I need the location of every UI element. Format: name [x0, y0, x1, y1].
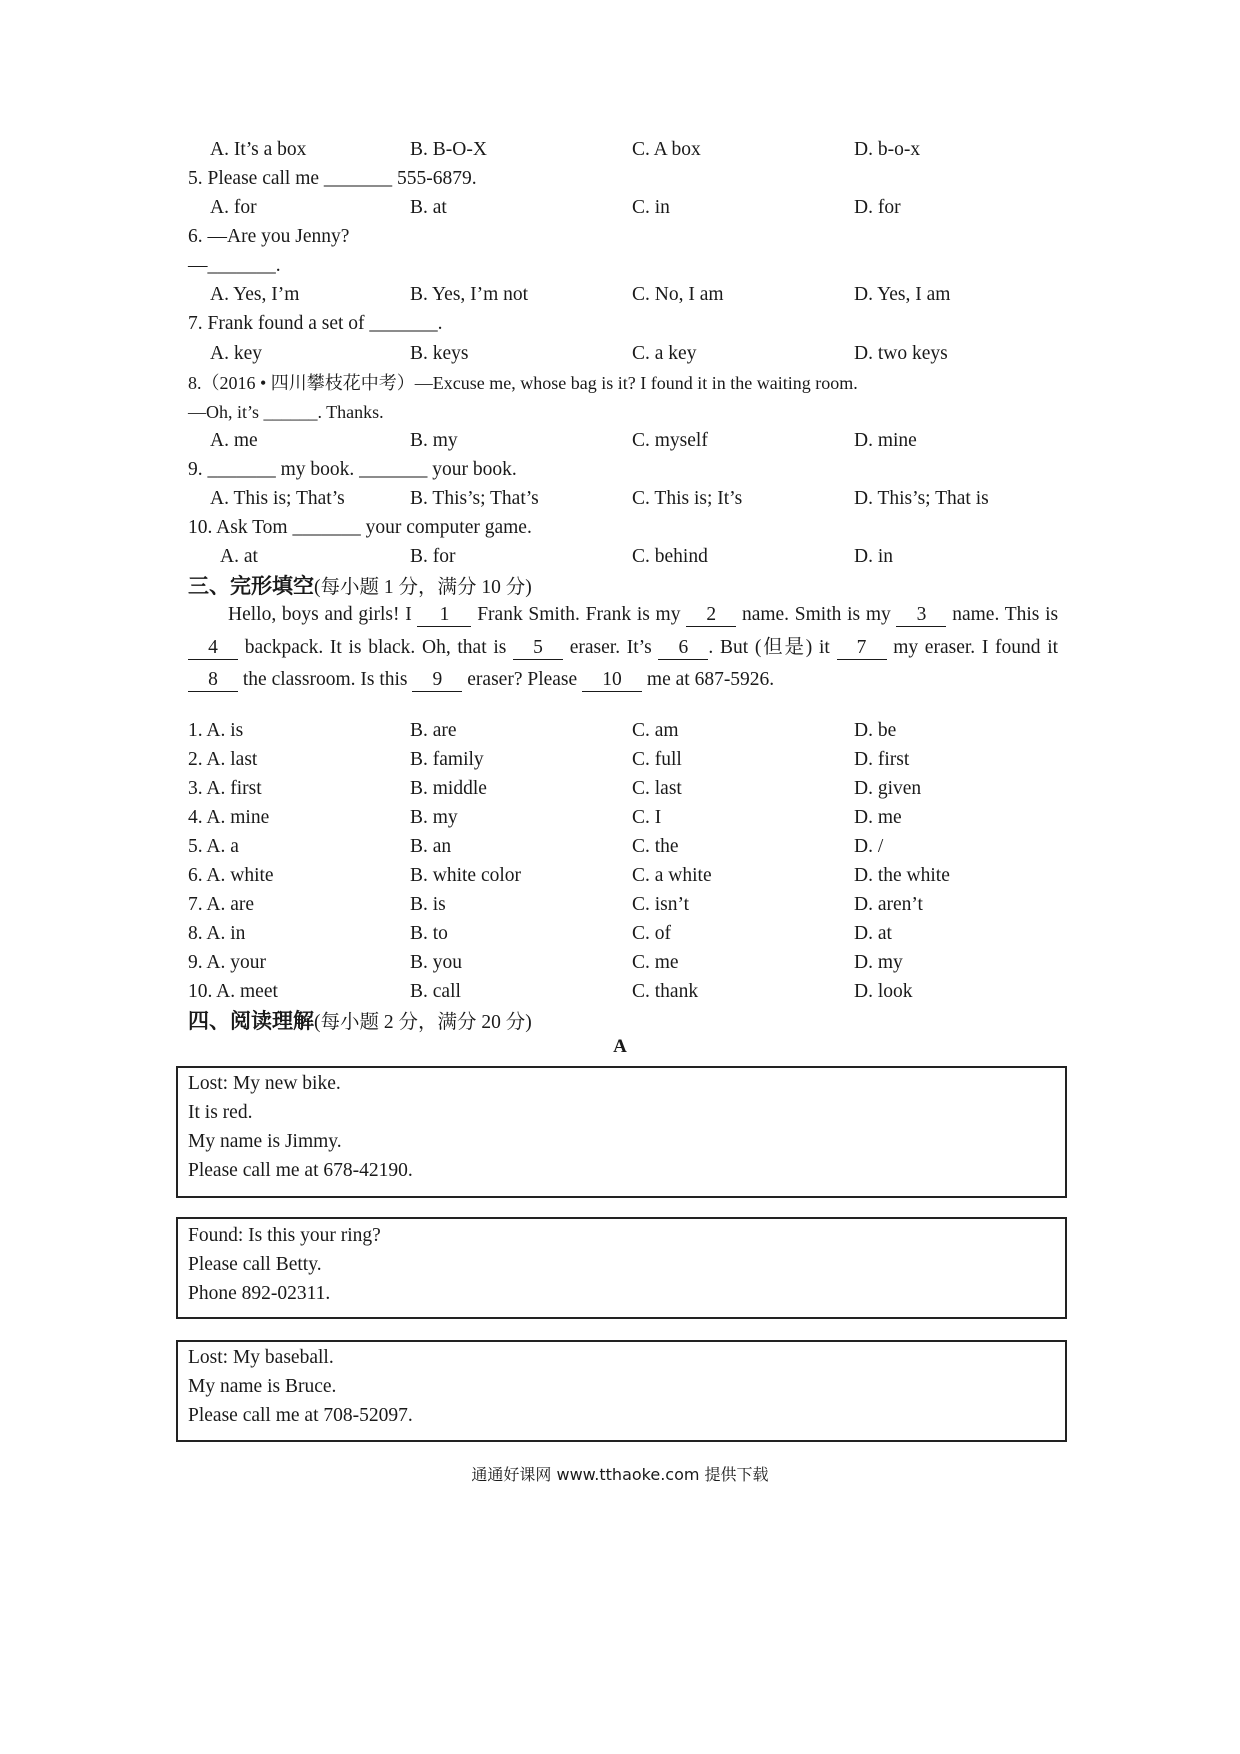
question-10 [188, 512, 1068, 544]
option-a: A. key [210, 343, 262, 364]
question-text: 6. —Are you Jenny? [188, 226, 350, 247]
cloze-option-row [188, 802, 1068, 834]
passage-text: Hello, boys and girls! I [228, 604, 412, 625]
cloze-option-row [188, 773, 1068, 805]
cloze-option-row [188, 947, 1068, 979]
option-d: D. my [854, 952, 903, 973]
q4-options [188, 134, 1068, 166]
question-5 [188, 163, 1068, 195]
option-c: C. thank [632, 981, 699, 1002]
question-8-answer-line [188, 396, 1068, 428]
option-d: D. at [854, 923, 892, 944]
blank-5: 5 [513, 637, 563, 660]
notice-line: Please call me at 708-52097. [188, 1405, 413, 1426]
blank-2: 2 [686, 604, 736, 627]
passage-text: name. Smith is my [741, 604, 891, 625]
question-6 [188, 221, 1068, 253]
option-b: B. are [410, 720, 457, 741]
q9-options [188, 483, 1068, 515]
cloze-option-row [188, 889, 1068, 921]
option-b: B. This’s; That’s [410, 488, 539, 509]
option-b: B. for [410, 546, 456, 567]
option-a: A. for [210, 197, 257, 218]
option-a: A. Yes, I’m [210, 284, 300, 305]
question-6-answer-line [188, 250, 1068, 282]
option-c: C. I [632, 807, 662, 828]
blank-6: 6 [658, 637, 708, 660]
notice-line: Please call Betty. [188, 1254, 322, 1275]
blank-4: 4 [188, 637, 238, 660]
option-a: 4. A. mine [188, 807, 270, 828]
option-a: 1. A. is [188, 720, 244, 741]
option-c: C. No, I am [632, 284, 724, 305]
option-a: 10. A. meet [188, 981, 278, 1002]
option-b: B. to [410, 923, 448, 944]
cloze-option-row [188, 860, 1068, 892]
option-c: C. a white [632, 865, 712, 886]
section-title: 三、完形填空 [188, 574, 314, 598]
option-c: C. myself [632, 430, 708, 451]
option-a: 5. A. a [188, 836, 239, 857]
option-c: C. in [632, 197, 670, 218]
option-d: D. in [854, 546, 893, 567]
section-4-heading [188, 1005, 1068, 1037]
question-text: 10. Ask Tom _______ your computer game. [188, 517, 532, 538]
passage-text: my eraser. I found it [893, 636, 1059, 658]
option-d: D. This’s; That is [854, 488, 989, 509]
notice-line: Please call me at 678-42190. [188, 1160, 413, 1181]
option-c: C. last [632, 778, 682, 799]
option-c: C. isn’t [632, 894, 690, 915]
passage-text: backpack. It is black. Oh, that is [244, 636, 507, 658]
option-d: D. for [854, 197, 901, 218]
option-d: D. mine [854, 430, 917, 451]
option-d: D. b-o-x [854, 139, 921, 160]
cloze-option-row [188, 831, 1068, 863]
option-c: C. the [632, 836, 679, 857]
passage-text: eraser. It’s [569, 636, 652, 658]
option-b: B. middle [410, 778, 487, 799]
passage-text: name. This is [952, 604, 1059, 625]
passage-text: eraser? Please [467, 669, 578, 690]
option-b: B. at [410, 197, 447, 218]
option-b: B. my [410, 430, 458, 451]
blank-9: 9 [412, 669, 462, 692]
answer-line: —Oh, it’s ______. Thanks. [188, 402, 384, 422]
question-text: 5. Please call me _______ 555-6879. [188, 168, 477, 189]
notice-box [176, 1340, 1067, 1442]
section-note: (每小题 1 分，满分 10 分) [314, 577, 532, 598]
option-a: A. at [220, 546, 258, 567]
option-d: D. / [854, 836, 884, 857]
option-d: D. be [854, 720, 897, 741]
cloze-option-row [188, 976, 1068, 1008]
option-b: B. is [410, 894, 446, 915]
option-b: B. B-O-X [410, 139, 487, 160]
option-c: C. a key [632, 343, 697, 364]
notice-line: Found: Is this your ring? [188, 1225, 381, 1246]
option-b: B. keys [410, 343, 469, 364]
passage-label: A [613, 1036, 627, 1057]
option-a: A. This is; That’s [210, 488, 345, 509]
q7-options [188, 338, 1068, 370]
passage-text: the classroom. Is this [242, 669, 408, 690]
option-b: B. an [410, 836, 452, 857]
section-note: (每小题 2 分，满分 20 分) [314, 1012, 532, 1033]
option-b: B. family [410, 749, 484, 770]
page-footer: 通通好课网 www.tthaoke.com 提供下载 [471, 1465, 769, 1484]
option-c: C. am [632, 720, 679, 741]
question-text: 8.（2016 • 四川攀枝花中考）—Excuse me, whose bag is it? I found it in the waiting room. [188, 373, 858, 393]
blank-1: 1 [417, 604, 471, 627]
option-d: D. the white [854, 865, 950, 886]
notice-line: Lost: My new bike. [188, 1073, 341, 1094]
notice-line: Phone 892-02311. [188, 1283, 331, 1304]
q8-options [188, 425, 1068, 457]
option-c: C. A box [632, 139, 701, 160]
option-a: 3. A. first [188, 778, 262, 799]
option-d: D. me [854, 807, 902, 828]
question-8 [188, 367, 1068, 399]
notice-line: Lost: My baseball. [188, 1347, 334, 1368]
question-text: 9. _______ my book. _______ your book. [188, 459, 517, 480]
option-a: A. It’s a box [210, 139, 307, 160]
option-d: D. given [854, 778, 922, 799]
option-c: C. behind [632, 546, 708, 567]
cloze-option-row [188, 744, 1068, 776]
option-c: C. of [632, 923, 671, 944]
question-7 [188, 308, 1068, 340]
option-a: 8. A. in [188, 923, 246, 944]
q6-options [188, 279, 1068, 311]
option-a: 2. A. last [188, 749, 258, 770]
cloze-passage [188, 599, 1058, 697]
option-c: C. full [632, 749, 682, 770]
question-9 [188, 454, 1068, 486]
section-3-heading [188, 570, 1068, 602]
notice-box [176, 1066, 1067, 1198]
option-a: 9. A. your [188, 952, 266, 973]
question-text: 7. Frank found a set of _______. [188, 313, 443, 334]
cloze-option-row [188, 918, 1068, 950]
blank-3: 3 [896, 604, 946, 627]
option-b: B. call [410, 981, 461, 1002]
option-b: B. my [410, 807, 458, 828]
option-a: 6. A. white [188, 865, 274, 886]
passage-text: . But (但是) it [708, 636, 830, 658]
blank-7: 7 [837, 637, 887, 660]
notice-box [176, 1217, 1067, 1319]
notice-line: My name is Jimmy. [188, 1131, 342, 1152]
q5-options [188, 192, 1068, 224]
section-title: 四、阅读理解 [188, 1009, 314, 1033]
option-d: D. first [854, 749, 910, 770]
option-c: C. me [632, 952, 679, 973]
option-d: D. Yes, I am [854, 284, 951, 305]
option-d: D. look [854, 981, 913, 1002]
cloze-option-row [188, 715, 1068, 747]
option-b: B. Yes, I’m not [410, 284, 529, 305]
option-a: 7. A. are [188, 894, 255, 915]
option-d: D. aren’t [854, 894, 923, 915]
answer-line: —_______. [188, 255, 281, 276]
option-b: B. white color [410, 865, 522, 886]
option-d: D. two keys [854, 343, 948, 364]
notice-line: My name is Bruce. [188, 1376, 337, 1397]
option-a: A. me [210, 430, 258, 451]
option-c: C. This is; It’s [632, 488, 743, 509]
option-b: B. you [410, 952, 463, 973]
q10-options [188, 541, 1068, 573]
passage-text: Frank Smith. Frank is my [477, 604, 681, 625]
passage-text: me at 687-5926. [646, 669, 775, 690]
blank-10: 10 [582, 669, 642, 692]
notice-line: It is red. [188, 1102, 253, 1123]
blank-8: 8 [188, 669, 238, 692]
